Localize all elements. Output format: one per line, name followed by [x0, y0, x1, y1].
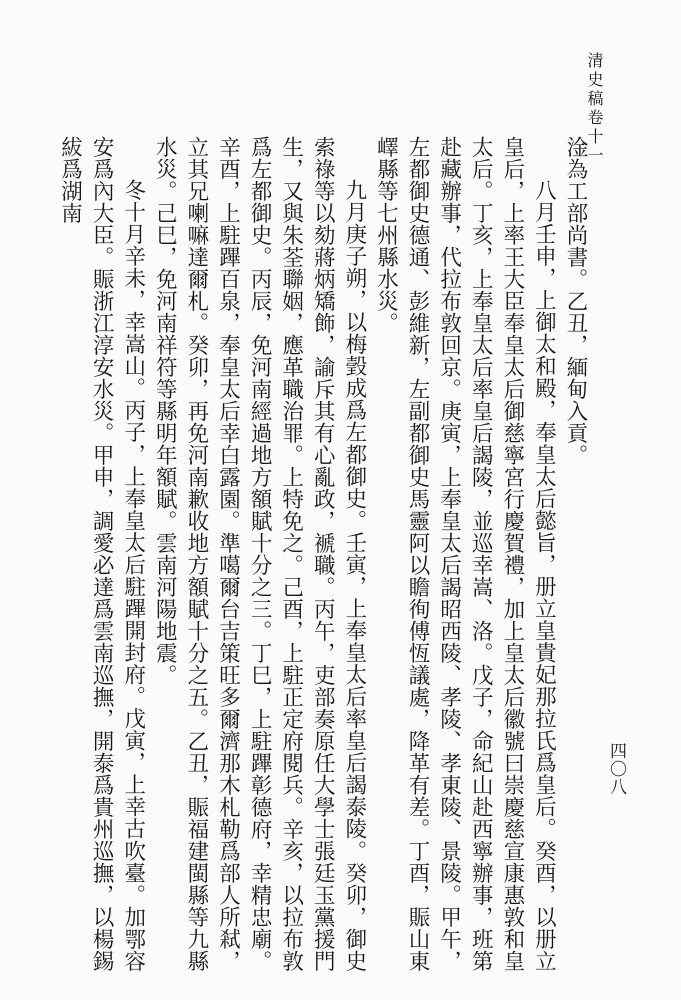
- running-header: 清史稿卷十一: [585, 52, 604, 166]
- paragraph-2: 八月壬申，上御太和殿，奉皇太后懿旨，册立皇貴妃那拉氏爲皇后。癸酉，以册立皇后，上率王大臣奉皇太后御慈寧宮行慶賀禮，加上皇太后徽號曰崇慶慈宣康惠敦和皇太后。丁亥，上奉皇太后率皇后謁陵，並巡幸嵩、洛。戊子，命紀山赴西寧辦事，班第赴藏辦事，代拉布敦回京。庚寅，上奉皇太后謁昭西陵、孝陵、孝東陵、景陵。甲午，左都御史德通、彭維新，左副都御史馬靈阿以瞻徇傅恆議處，降革有差。丁酉，賑山東嶧縣等七州縣水災。: [373, 136, 557, 972]
- page-number: 四〇八: [606, 742, 626, 796]
- paragraph-4: 冬十月辛未，幸嵩山。丙子，上奉皇太后駐蹕開封府。戊寅，上幸古吹臺。加鄂容安爲內大臣。賑浙江淳安水災。甲申，調愛必達爲雲南巡撫，開泰爲貴州巡撫，以楊錫紱爲湖南: [57, 136, 146, 972]
- paragraph-1: 淦為工部尚書。乙丑，緬甸入貢。: [563, 136, 588, 466]
- paragraph-3: 九月庚子朔，以梅瑴成爲左都御史。壬寅，上奉皇太后率皇后謁泰陵。癸卯，御史索祿等以劾蔣炳矯飾，諭斥其有心亂政，褫職。丙午，吏部奏原任大學士張廷玉黨援門生，又與朱荃聯姻，應革職治罪。上特免之。己酉，上駐正定府閱兵。辛亥，以拉布敦爲左都御史。丙辰，免河南經過地方額賦十分之三。丁巳，上駐蹕彰德府，幸精忠廟。辛酉，上駐蹕百泉，奉皇太后幸白露園。準噶爾台吉策旺多爾濟那木札勒爲部人所弒，立其兄喇嘛達爾札。癸卯，再免河南歉收地方額賦十分之五。乙丑，賑福建閩縣等九縣水災。己巳，免河南祥符等縣明年額賦。雲南河陽地震。: [152, 136, 367, 972]
- main-text-block: [51, 136, 591, 972]
